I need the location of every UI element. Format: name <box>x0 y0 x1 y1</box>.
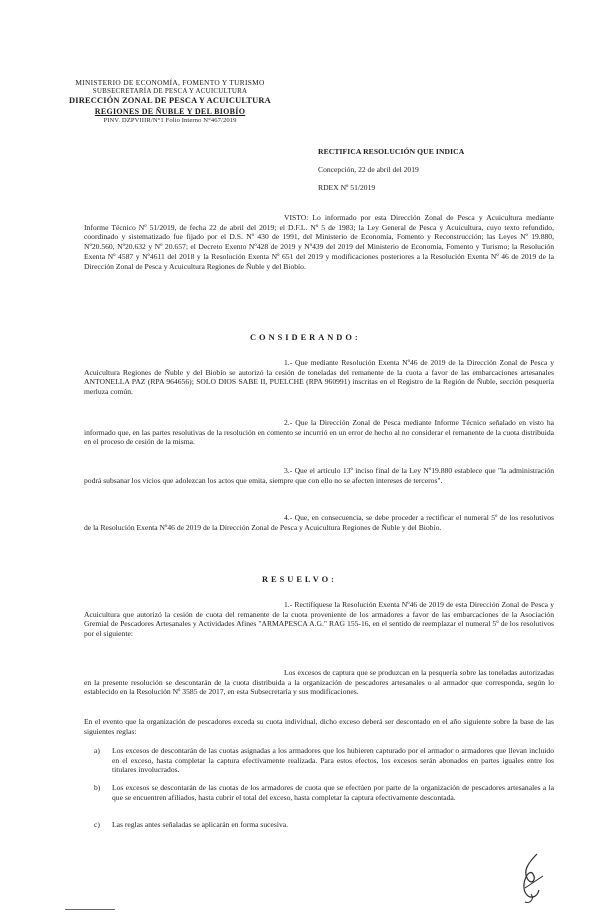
footer-rule <box>65 909 115 910</box>
visto-paragraph: VISTO: Lo informado por esta Dirección Zonal de Pesca y Acuicultura mediante Informe Técnico Nº 51/2019, de fecha 22 de abril del 2019; el D.F.L. Nº 5 de 1983; la Ley General de Pesca y Acuicultura, cuyo texto refundido, coordinado y sistematizado fue fijado por el D.S. Nº 430 de 1991, del Ministerio de Economía, Fomento y Reconstrucción; las Leyes Nº 19.880, Nº20.560, Nº20.632 y Nº 20.657; el Decreto Exento Nº428 de 2019 y Nº439 del 2019 del Ministerio de Economía, Fomento y Turismo; la Resolución Exenta Nº 4587 y Nº4611 del 2018 y la Resolución Exenta Nº 651 del 2019 y modificaciones posteriores a la Resolución Exenta Nº 46 de 2019 de la Dirección Zonal de Pesca y Acuicultura Regiones de Ñuble y del Biobío. <box>84 213 554 271</box>
letterhead-regions: REGIONES DE ÑUBLE Y DEL BIOBÍO <box>94 106 246 116</box>
rule-text: Los excesos de descontarán de las cuotas asignadas a los armadores que los hubieren capturado por el armador o armadores que llevan incluido en el exceso, hasta completar la captura efectivamente realizada. Para estos efectos, los excesos serán abonados en partes iguales entre los titulares involucrados. <box>112 746 554 775</box>
resuelvo-quoted: Los excesos de captura que se produzcan en la pesquería sobre las toneladas autorizadas en la presente resolución se descontarán de la cuota distribuida a la organización de pescadores artesanales o al armador que corresponda, según lo establecido en la Resolución Nº 3585 de 2017, en esta Subsecretaría y sus modificaciones. <box>84 668 554 697</box>
letterhead-subsecretariat: SUBSECRETARÍA DE PESCA Y ACUICULTURA <box>92 87 248 96</box>
rule-item-a <box>94 746 554 775</box>
considerando-heading: CONSIDERANDO: <box>250 333 361 342</box>
resuelvo-event: En el evento que la organización de pescadores exceda su cuota individual, dicho exceso deberá ser descontado en el año siguiente sobre la base de las siguientes reglas: <box>84 717 554 736</box>
rule-item-c <box>94 820 554 830</box>
resolution-title: RECTIFICA RESOLUCIÓN QUE INDICA <box>318 147 465 156</box>
considerando-item: 2.- Que la Dirección Zonal de Pesca mediante Informe Técnico señalado en visto ha informado que, en las partes resolutivas de la resolución en comento se incurrió en un error de hecho al no considerar el remanente de la cuota distribuida en el proceso de cesión de la misma. <box>84 418 554 447</box>
letterhead <box>45 78 295 125</box>
resuelvo-heading: RESUELVO: <box>262 575 337 584</box>
rule-letter: c) <box>94 820 100 829</box>
rule-letter: b) <box>94 783 101 792</box>
resolution-place-date: Concepción, 22 de abril del 2019 <box>318 164 419 174</box>
considerando-item: 4.- Que, en consecuencia, se debe proceder a rectificar el numeral 5º de los resolutivos de la Resolución Exenta Nº46 de 2019 de la Dirección Zonal de Pesca y Acuicultura Regiones de Ñuble y del Biobío. <box>84 513 554 532</box>
letterhead-reference: PINV. DZPVIIIR/N°1 Folio Interno N°467/2019 <box>103 116 237 124</box>
resuelvo-intro: 1.- Rectifíquese la Resolución Exenta Nº46 de 2019 de esta Dirección Zonal de Pesca y Acuicultura que autorizó la cesión de cuota del remanente de la cuota proveniente de los armadores a favor de las embarcaciones de la Asociación Gremial de Pescadores Artesanales y Actividades Afines "ARMAPESCA A.G." RAG 155-16, en el sentido de reemplazar el numeral 5º de los resolutivos por el siguiente: <box>84 600 554 639</box>
letterhead-ministry: MINISTERIO DE ECONOMÍA, FOMENTO Y TURISMO <box>75 78 265 87</box>
considerando-item: 1.- Que mediante Resolución Exenta Nº46 de 2019 de la Dirección Zonal de Pesca y Acuicultura Regiones de Ñuble y del Biobío se autorizó la cesión de toneladas del remanente de la cuota a favor de las embarcaciones artesanales ANTONELLA PAZ (RPA 964656); SOLO DIOS SABE II, PUELCHE (RPA 960991) inscritas en el Registro de la Región de Ñuble, sección pesquería merluza común. <box>84 358 554 397</box>
rule-letter: a) <box>94 746 100 755</box>
rule-text: Las reglas antes señaladas se aplicarán en forma sucesiva. <box>112 820 289 829</box>
handwritten-initial-signature <box>507 848 555 908</box>
letterhead-direction: DIRECCIÓN ZONAL DE PESCA Y ACUICULTURA <box>69 96 271 105</box>
resolution-number: RDEX Nº 51/2019 <box>318 183 376 193</box>
considerando-item: 3.- Que el artículo 13º inciso final de la Ley Nº19.880 establece que "la administración podrá subsanar los vicios que adolezcan los actos que emita, siempre que con ello no se afecten intereses de terceros". <box>84 466 554 485</box>
rule-text: Los excesos se descontarán de las cuotas de los armadores de cuota que se efectúen por parte de la organización de pescadores artesanales a la que se encuentren afiliados, hasta cubrir el total del exceso, hasta completar la captura efectivamente descontada. <box>112 783 554 802</box>
rule-item-b <box>94 783 554 802</box>
resolution-header <box>318 147 558 193</box>
